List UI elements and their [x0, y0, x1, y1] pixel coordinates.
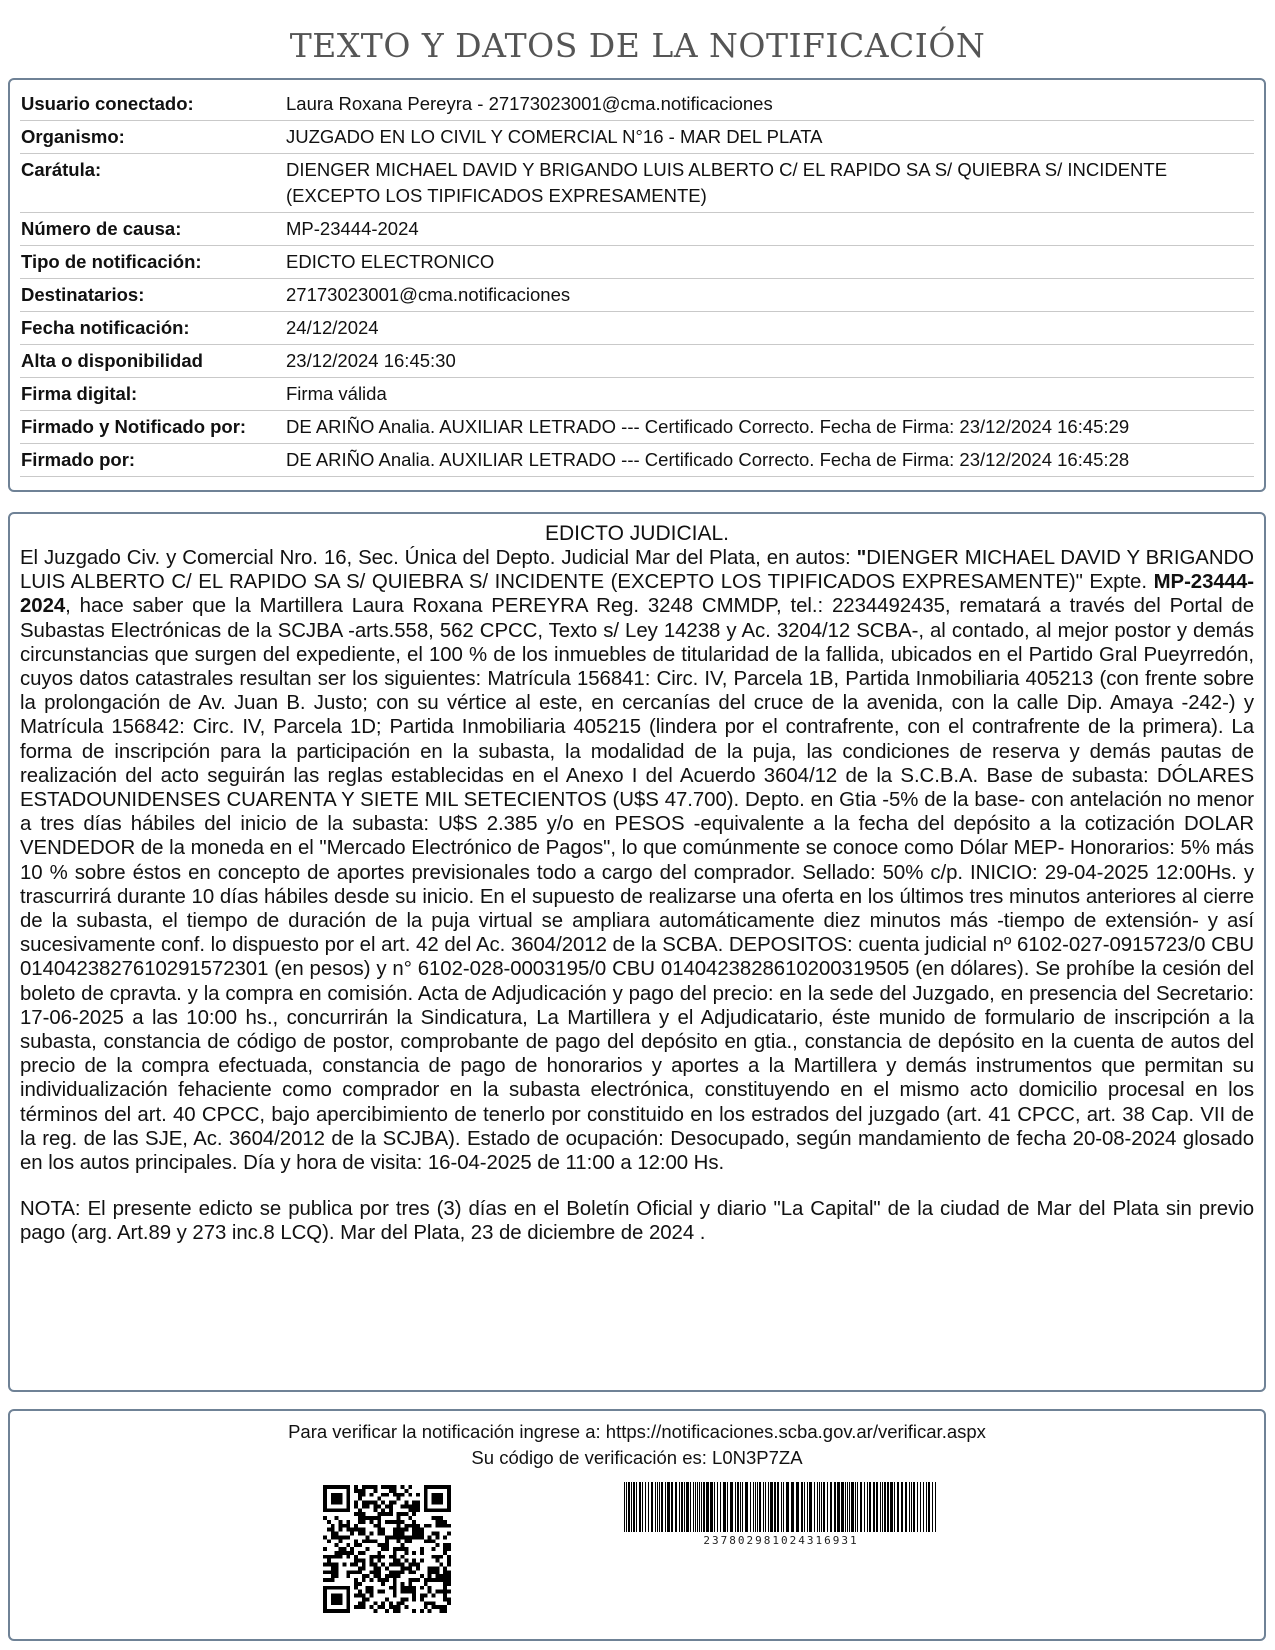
info-value: JUZGADO EN LO CIVIL Y COMERCIAL N°16 - MAR DEL PLATA	[286, 126, 823, 147]
info-value: 27173023001@cma.notificaciones	[286, 284, 571, 305]
info-value: DIENGER MICHAEL DAVID Y BRIGANDO LUIS ALBERTO C/ EL RAPIDO SA S/ QUIEBRA S/ INCIDENTE (EXCEPTO LOS TIPIFICADOS EXPRESAMENTE)	[286, 159, 1168, 206]
verification-panel	[8, 1409, 1266, 1641]
qr-code-icon	[323, 1485, 451, 1613]
info-label: Destinatarios:	[21, 284, 145, 305]
info-value: Firma válida	[286, 383, 387, 404]
info-value: DE ARIÑO Analia. AUXILIAR LETRADO --- Certificado Correcto. Fecha de Firma: 23/12/2024 16:45:28	[286, 449, 1130, 470]
info-value: Laura Roxana Pereyra - 27173023001@cma.notificaciones	[286, 93, 773, 114]
edict-body	[20, 546, 1254, 1175]
edict-note: NOTA: El presente edicto se publica por tres (3) días en el Boletín Oficial y diario "La Capital" de la ciudad de Mar del Plata sin previo pago (arg. Art.89 y 273 inc.8 LCQ). Mar del Plata, 23 de diciembre de 2024 .	[20, 1198, 1254, 1245]
info-label: Número de causa:	[21, 218, 182, 239]
edict-heading: EDICTO JUDICIAL.	[545, 522, 729, 545]
info-label: Tipo de notificación:	[21, 251, 202, 272]
info-label: Fecha notificación:	[21, 317, 190, 338]
info-value: 24/12/2024	[286, 317, 379, 338]
info-label: Usuario conectado:	[21, 93, 194, 114]
info-row	[20, 279, 1254, 312]
info-row	[20, 246, 1254, 279]
page-title: TEXTO Y DATOS DE LA NOTIFICACIÓN	[289, 26, 986, 65]
edict-panel	[8, 512, 1266, 1392]
info-label: Carátula:	[21, 159, 102, 180]
info-value: DE ARIÑO Analia. AUXILIAR LETRADO --- Certificado Correcto. Fecha de Firma: 23/12/2024 16:45:29	[286, 416, 1130, 437]
edict-expte: MP-23444-2024	[20, 571, 1254, 618]
info-row	[20, 154, 1254, 213]
notification-data-panel	[8, 78, 1266, 492]
info-row	[20, 213, 1254, 246]
info-row	[20, 411, 1254, 444]
info-row	[20, 444, 1254, 477]
info-label: Organismo:	[21, 126, 125, 147]
edict-open-quote: "	[856, 547, 867, 569]
info-label: Alta o disponibilidad	[21, 350, 203, 371]
info-row	[20, 312, 1254, 345]
info-label: Firmado por:	[21, 449, 136, 470]
info-row	[20, 345, 1254, 378]
info-value: MP-23444-2024	[286, 218, 419, 239]
info-label: Firma digital:	[21, 383, 138, 404]
edict-text-3: , hace saber que la Martillera Laura Roxana PEREYRA Reg. 3248 CMMDP, tel.: 2234492435, rematará a través del Portal de Subastas Electrónicas de la SCJBA -arts.558, 562 CPCC, Texto s/ Ley 14238 y Ac. 3204/12 SCBA-, al contado, al mejor postor y demás circunstancias que surgen del expediente, el 100 % de los inmuebles de titularidad de la fallida, ubicados en el Partido Gral Pueyrredón, cuyos datos catastrales resultan ser los siguientes: Matrícula 156841: Circ. IV, Parcela 1B, Partida Inmobiliaria 405213 (con frente sobre la prolongación de Av. Juan B. Justo; con su vértice al este, en cercanías del cruce de la avenida, con la calle Dip. Amaya -242-) y Matrícula 156842: Circ. IV, Parcela 1D; Partida Inmobiliaria 405215 (lindera por el contrafrente, con el contrafrente de la primera). La forma de inscripción para la participación en la subasta, la modalidad de la puja, las condiciones de reserva y demás pautas de realización del acto seguirán las reglas establecidas en el Anexo I del Acuerdo 3604/12 de la S.C.B.A. Base de subasta: DÓLARES ESTADOUNIDENSES CUARENTA Y SIETE MIL SETECIENTOS (U$S 47.700). Depto. en Gtia -5% de la base- con antelación no menor a tres días hábiles del inicio de la subasta: U$S 2.385 y/o en PESOS -equivalente a la fecha del depósito a la cotización DOLAR VENDEDOR de la moneda en el "Mercado Electrónico de Pagos", lo que comúnmente se conoce como Dólar MEP- Honorarios: 5% más 10 % sobre éstos en concepto de aportes previsionales todo a cargo del comprador. Sellado: 50% c/p. INICIO: 29-04-2025 12:00Hs. y trascurrirá durante 10 días hábiles desde su inicio. En el supuesto de realizarse una oferta en los últimos tres minutos anteriores al cierre de la subasta, el tiempo de duración de la puja virtual se ampliara automáticamente diez minutos más -tiempo de extensión- y así sucesivamente conf. lo dispuesto por el art. 42 del Ac. 3604/2012 de la SCBA. DEPOSITOS: cuenta judicial nº 6102-027-0915723/0 CBU 0140423827610291572301 (en pesos) y n° 6102-028-0003195/0 CBU 0140423828610200319505 (en dólares). Se prohíbe la cesión del boleto de cpravta. y la compra en comisión. Acta de Adjudicación y pago del precio: en la sede del Juzgado, en presencia del Secretario: 17-06-2025 a las 10:00 hs., concurrirán la Sindicatura, La Martillera y el Adjudicatario, éste munido de formulario de inscripción a la subasta, constancia de código de postor, comprobante de pago del depósito en gtia., constancia de depósito en la cuenta de autos del precio de la compra efectuada, constancia de pago de honorarios y aportes a la Martillera y demás instrumentos que permitan su individualización fehaciente como comprador en la subasta electrónica, constituyendo en el mismo acto domicilio procesal en los términos del art. 40 CPCC, bajo apercibimiento de tenerlo por constituido en los estrados del juzgado (art. 41 CPCC, art. 38 Cap. VII de la reg. de las SJE, Ac. 3604/2012 de la SCJBA). Estado de ocupación: Desocupado, según mandamiento de fecha 20-08-2024 glosado en los autos principales. Día y hora de visita: 16-04-2025 de 11:00 a 12:00 Hs.	[20, 595, 1254, 1175]
info-label: Firmado y Notificado por:	[21, 416, 247, 437]
verification-code-text: Su código de verificación es: L0N3P7ZA	[471, 1447, 803, 1468]
barcode-icon	[622, 1482, 940, 1540]
barcode-number: 237802981024316931	[703, 1534, 859, 1547]
info-row	[20, 121, 1254, 154]
info-value: 23/12/2024 16:45:30	[286, 350, 456, 371]
info-row	[20, 88, 1254, 121]
edict-text-2: DIENGER MICHAEL DAVID Y BRIGANDO LUIS ALBERTO C/ EL RAPIDO SA S/ QUIEBRA S/ INCIDENTE (EXCEPTO LOS TIPIFICADOS EXPRESAMENTE)" Expte.	[20, 547, 1254, 594]
edict-text-1: El Juzgado Civ. y Comercial Nro. 16, Sec. Única del Depto. Judicial Mar del Plata, en autos:	[20, 547, 857, 569]
info-row	[20, 378, 1254, 411]
verification-url-text: Para verificar la notificación ingrese a: https://notificaciones.scba.gov.ar/verificar.aspx	[288, 1421, 986, 1442]
info-table	[20, 88, 1254, 477]
info-value: EDICTO ELECTRONICO	[286, 251, 495, 272]
